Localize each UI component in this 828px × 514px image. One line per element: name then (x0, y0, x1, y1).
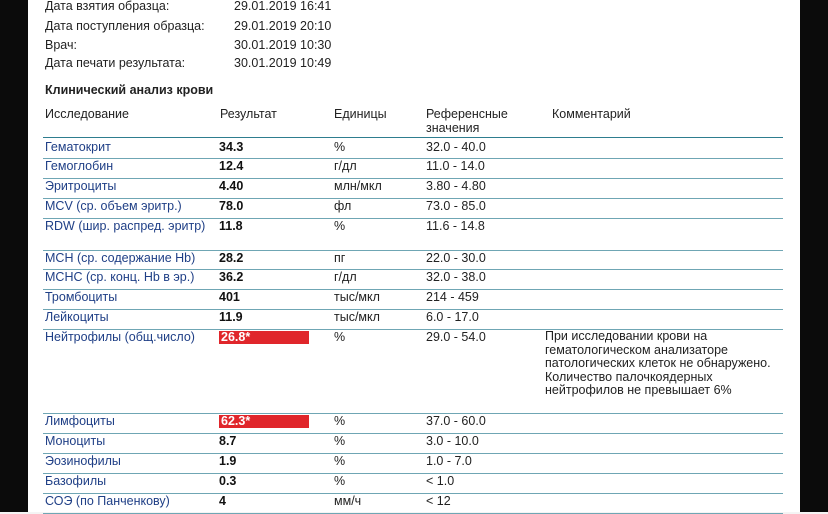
comment-text: При исследовании крови на гематологическом анализаторе патологических клеток не обнаружено. Количество палочкоядерных нейтрофилов не превышает 6% (545, 329, 771, 397)
test-name: СОЭ (по Панченкову) (45, 494, 170, 508)
meta-value: 30.01.2019 10:30 (234, 38, 332, 52)
test-name: Базофилы (45, 474, 107, 488)
reference-range: 32.0 - 38.0 (426, 270, 486, 284)
table-row (43, 329, 783, 414)
meta-label: Дата взятия образца: (45, 0, 170, 13)
table-row (43, 158, 783, 179)
result-value: 1.9 (219, 454, 237, 468)
reference-range: 3.0 - 10.0 (426, 434, 479, 448)
test-name: Лейкоциты (45, 310, 109, 324)
result-value: 8.7 (219, 434, 237, 448)
reference-range: 6.0 - 17.0 (426, 310, 479, 324)
test-name: Эозинофилы (45, 454, 121, 468)
table-row (43, 453, 783, 474)
result-value: 28.2 (219, 251, 244, 265)
units-value: млн/мкл (334, 179, 382, 193)
table-row (43, 250, 783, 270)
reference-range: < 1.0 (426, 474, 455, 488)
result-value: 4 (219, 494, 226, 508)
test-name: Тромбоциты (45, 290, 118, 304)
header-units: Единицы (334, 107, 387, 121)
table-row (43, 198, 783, 219)
meta-label: Дата печати результата: (45, 56, 186, 70)
units-value: % (334, 219, 346, 233)
units-value: % (334, 140, 346, 154)
table-row (43, 178, 783, 199)
result-value: 36.2 (219, 270, 244, 284)
reference-range: 73.0 - 85.0 (426, 199, 486, 213)
header-comment: Комментарий (552, 107, 631, 121)
units-value: г/дл (334, 270, 357, 284)
table-row (43, 433, 783, 454)
test-name: MCH (ср. содержание Hb) (45, 251, 196, 265)
test-name: Нейтрофилы (общ.число) (45, 330, 195, 344)
result-value: 11.9 (219, 310, 243, 324)
table-row (43, 309, 783, 330)
units-value: тыс/мкл (334, 310, 380, 324)
units-value: % (334, 454, 346, 468)
right-edge (800, 0, 828, 512)
test-name: RDW (шир. распред. эритр) (45, 219, 206, 233)
header-reference: Референсные значения (426, 107, 508, 135)
test-name: Лимфоциты (45, 414, 115, 428)
left-edge (0, 0, 28, 512)
result-value: 4.40 (219, 179, 244, 193)
header-divider (43, 137, 783, 138)
header-result: Результат (220, 107, 277, 121)
test-name: Эритроциты (45, 179, 117, 193)
reference-range: 3.80 - 4.80 (426, 179, 486, 193)
units-value: % (334, 434, 346, 448)
header-name: Исследование (45, 107, 129, 121)
table-row (43, 493, 783, 514)
units-value: тыс/мкл (334, 290, 380, 304)
table-row (43, 269, 783, 290)
reference-range: 1.0 - 7.0 (426, 454, 472, 468)
table-row (43, 473, 783, 494)
reference-range: 29.0 - 54.0 (426, 330, 486, 344)
test-name: MCHC (ср. конц. Hb в эр.) (45, 270, 195, 284)
flagged-result-value: 62.3* (219, 415, 309, 428)
units-value: % (334, 330, 346, 344)
reference-range: 37.0 - 60.0 (426, 414, 486, 428)
result-value: 34.3 (219, 140, 244, 154)
table-row (43, 139, 783, 159)
test-name: Гематокрит (45, 140, 111, 154)
test-name: MCV (ср. объем эритр.) (45, 199, 182, 213)
meta-label: Дата поступления образца: (45, 19, 205, 33)
reference-range: 11.6 - 14.8 (426, 219, 485, 233)
result-value: 401 (219, 290, 240, 304)
units-value: г/дл (334, 159, 357, 173)
test-name: Моноциты (45, 434, 106, 448)
units-value: % (334, 414, 346, 428)
meta-value: 29.01.2019 20:10 (234, 19, 332, 33)
test-name: Гемоглобин (45, 159, 114, 173)
units-value: фл (334, 199, 352, 213)
units-value: % (334, 474, 346, 488)
table-row (43, 289, 783, 310)
result-value: 0.3 (219, 474, 237, 488)
table-row (43, 218, 783, 251)
units-value: пг (334, 251, 346, 265)
reference-range: 214 - 459 (426, 290, 479, 304)
reference-range: 32.0 - 40.0 (426, 140, 486, 154)
meta-label: Врач: (45, 38, 77, 52)
result-value: 78.0 (219, 199, 244, 213)
reference-range: 11.0 - 14.0 (426, 159, 485, 173)
result-value: 11.8 (219, 219, 243, 233)
reference-range: 22.0 - 30.0 (426, 251, 486, 265)
section-title: Клинический анализ крови (45, 83, 214, 97)
reference-range: < 12 (426, 494, 451, 508)
units-value: мм/ч (334, 494, 362, 508)
flagged-result-value: 26.8* (219, 331, 309, 344)
meta-value: 30.01.2019 10:49 (234, 56, 332, 70)
result-value: 12.4 (219, 159, 244, 173)
meta-value: 29.01.2019 16:41 (234, 0, 332, 13)
table-row (43, 413, 783, 434)
